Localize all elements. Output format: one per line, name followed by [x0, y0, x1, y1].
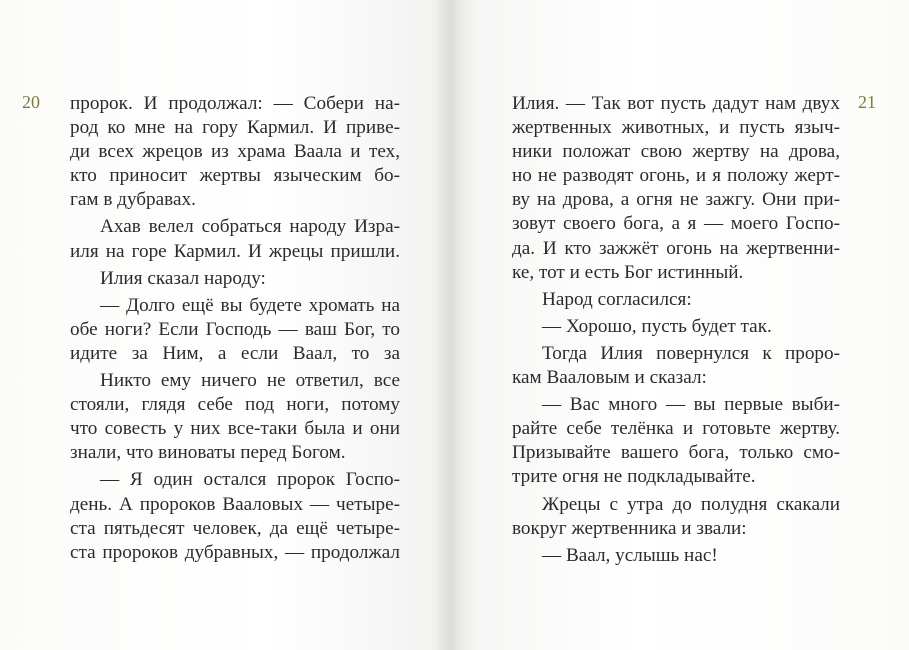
text-line: гам в дубравах. — [70, 189, 196, 211]
text-line: ста пятьдесят человек, да ещё четыре- — [70, 517, 400, 539]
text-line: Народ согласился: — [542, 288, 692, 310]
text-line: жертвенных животных, и пусть языч- — [512, 117, 840, 139]
text-line: кам Вааловым и сказал: — [512, 367, 707, 389]
text-line: — Вас много — вы первые выби- — [542, 394, 840, 416]
text-line: род ко мне на гору Кармил. И приве- — [70, 117, 400, 139]
book-gutter — [436, 0, 466, 650]
text-line: — Долго ещё вы будете хромать на — [100, 294, 400, 316]
text-line: Илия. — Так вот пусть дадут нам двух — [512, 93, 840, 114]
text-line: — Ваал, услышь нас! — [542, 544, 718, 566]
text-line: Никто ему ничего не ответил, все — [100, 370, 400, 392]
text-line: Тогда Илия повернулся к проро- — [542, 342, 840, 364]
text-line: — Я один остался пророк Госпо- — [100, 469, 400, 491]
text-line: что совесть у них все-таки была и они — [70, 418, 400, 440]
left-page-number: 20 — [22, 92, 40, 112]
text-line: кто приносит жертвы языческим бо- — [70, 165, 400, 187]
text-line: стояли, глядя себе под ноги, потому — [70, 394, 400, 416]
text-line: трите огня не подкладывайте. — [512, 466, 756, 488]
text-line: обе ноги? Если Господь — ваш Бог, то — [70, 318, 400, 340]
text-line: день. А пророков Вааловых — четыре- — [70, 493, 400, 515]
text-line: ке, тот и есть Бог истинный. — [512, 261, 744, 283]
text-line: ву на дрова, а огня не зажгу. Они при- — [512, 189, 840, 211]
text-line: пророк. И продолжал: — Собери на- — [70, 93, 400, 114]
text-line: да. И кто зажжёт огонь на жертвенни- — [512, 237, 840, 259]
text-line: ста пророков дубравных, — продолжал — [70, 541, 400, 563]
text-line: Призывайте вашего бога, только смо- — [512, 442, 840, 464]
text-line: ди всех жрецов из храма Ваала и тех, — [70, 141, 400, 163]
text-line: вокруг жертвенника и звали: — [512, 517, 747, 539]
text-line: зовут своего бога, а я — моего Госпо- — [512, 213, 840, 235]
text-line: иля на горе Кармил. И жрецы пришли. — [70, 240, 400, 262]
text-line: Жрецы с утра до полудня скакали — [542, 493, 840, 515]
text-line: Ахав велел собраться народу Изра- — [100, 216, 400, 238]
text-line: Илия сказал народу: — [100, 267, 266, 289]
text-line: райте себе телёнка и готовьте жертву. — [512, 418, 840, 440]
left-page-text — [70, 92, 400, 565]
text-line: ники положат свою жертву на дрова, — [512, 141, 840, 163]
right-page-number: 21 — [858, 92, 876, 112]
right-page-text — [512, 92, 840, 568]
text-line: — Хорошо, пусть будет так. — [542, 315, 772, 337]
text-line: но не разводят огонь, и я положу жерт- — [512, 165, 840, 187]
text-line: знали, что виноваты перед Богом. — [70, 442, 346, 464]
text-line: идите за Ним, а если Ваал, то за — [70, 342, 400, 364]
